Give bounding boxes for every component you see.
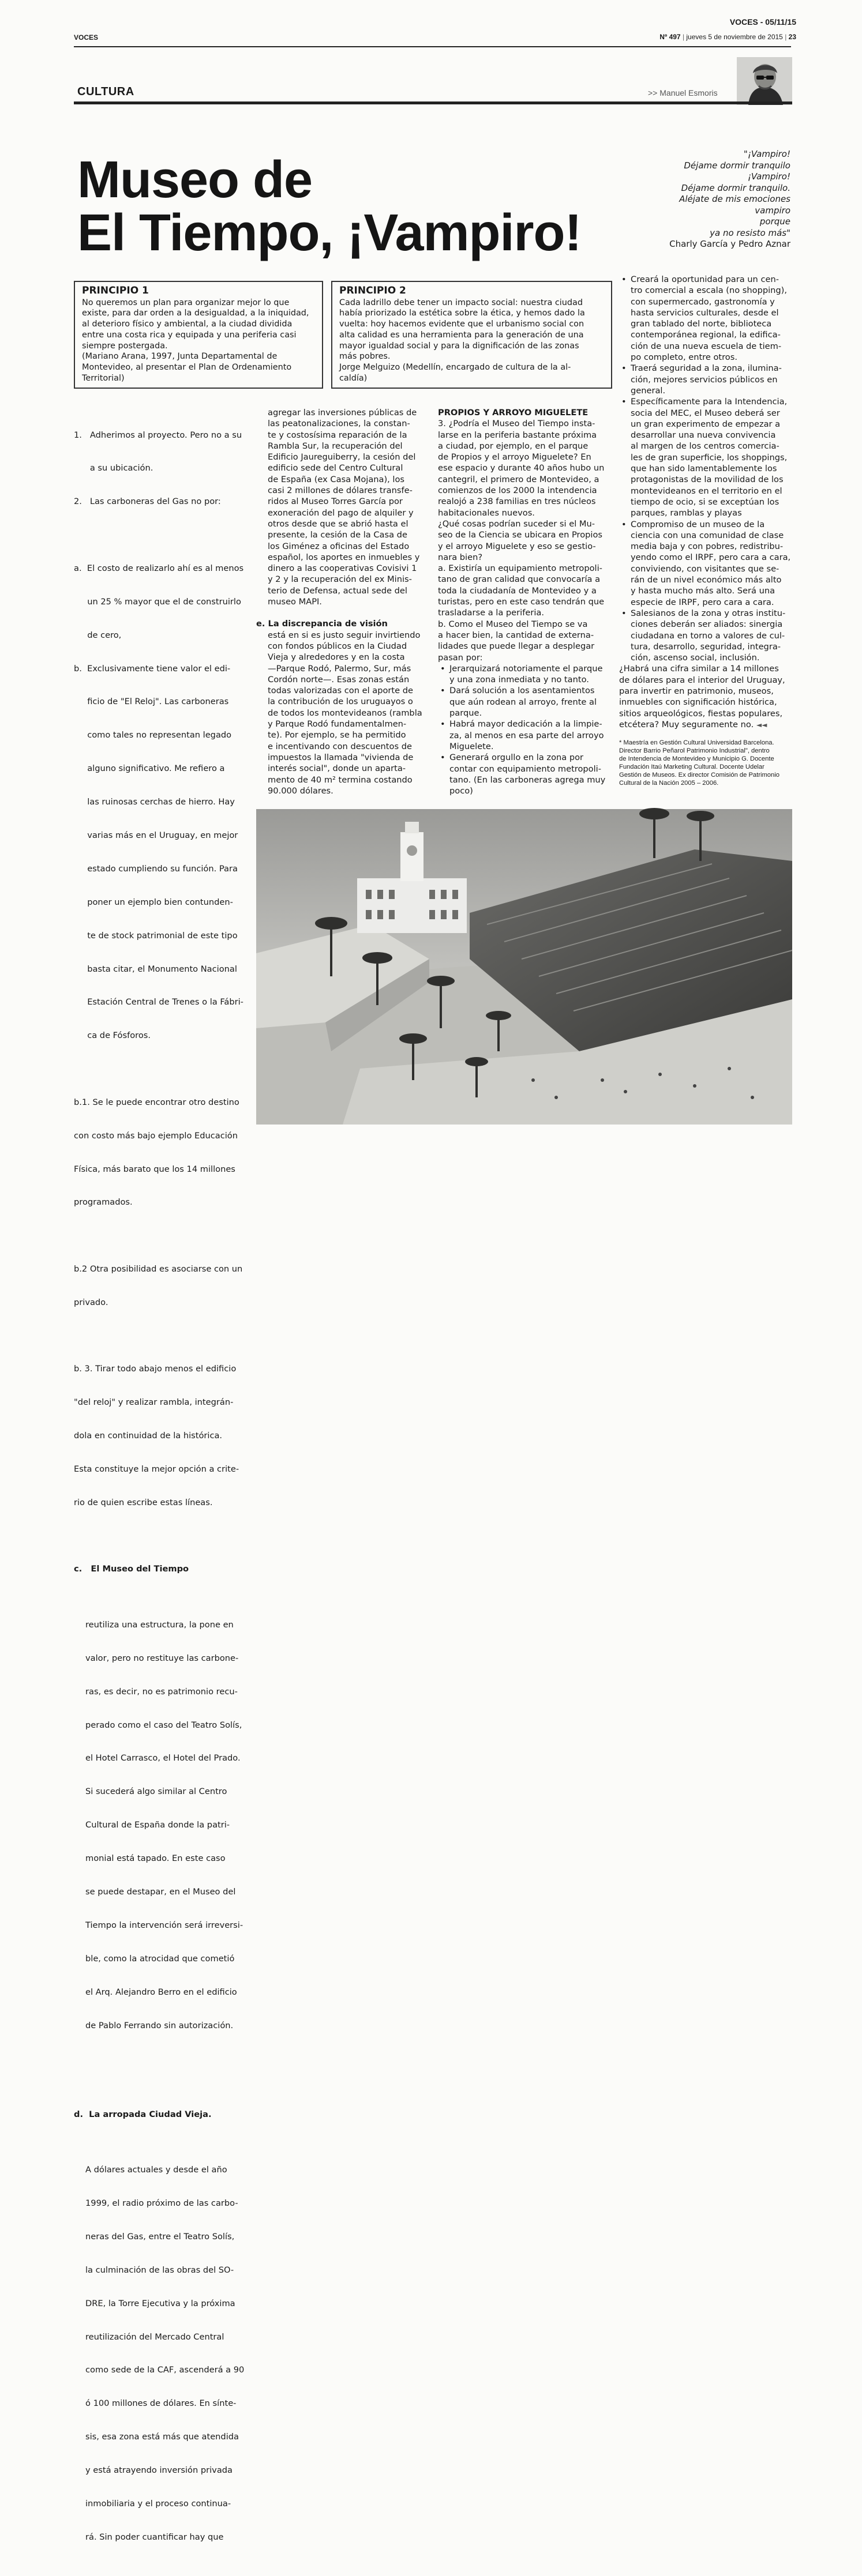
principio-2-title: PRINCIPIO 2	[339, 285, 406, 296]
principio-1-box	[74, 281, 323, 389]
text-line: programados.	[74, 1197, 133, 1208]
headline-line-1: Museo de	[77, 151, 313, 209]
text-line: de España (ex Casa Mojana), los	[268, 474, 405, 484]
text-line: y Parque Rodó fundamentalmen-	[268, 719, 407, 729]
epigraph-line: Déjame dormir tranquilo	[684, 160, 790, 171]
text-line: se puede destapar, en el Museo del	[85, 1887, 236, 1897]
text-line: ciones deberán ser aliados: sinergia	[631, 619, 783, 630]
text-line: Miguelete.	[449, 741, 494, 751]
text-line: media baja y con pobres, redistribu-	[631, 541, 784, 552]
text-line: • Generará orgullo en la zona por	[449, 753, 584, 763]
epigraph-line: "¡Vampiro!	[743, 149, 790, 159]
author-photo	[737, 57, 792, 105]
text-line: za, al menos en esa parte del arroyo	[449, 730, 604, 740]
text-line: b. Como el Museo del Tiempo se va	[438, 619, 588, 629]
epigraph-line: ¡Vampiro!	[747, 171, 790, 182]
text-line: las peatonalizaciones, la constan-	[268, 419, 410, 429]
text-line: lidades que puede llegar a desplegar	[438, 641, 595, 652]
text-line: ble, como la atrocidad que cometió	[85, 1953, 235, 1964]
text-line: e incentivando con descuentos de	[268, 741, 412, 751]
text-line: Jorge Melguizo (Medellín, encargado de cultura de la al-	[339, 362, 571, 372]
text-line: tano. (En las carboneras agrega muy	[449, 774, 606, 785]
epigraph-author: Charly García y Pedro Aznar	[669, 239, 790, 249]
text-line: pasan por:	[438, 652, 483, 663]
epigraph-line: porque	[759, 216, 790, 227]
text-line: perado como el caso del Teatro Solís,	[85, 1720, 242, 1730]
text-line: A dólares actuales y desde el año	[85, 2165, 227, 2175]
text-line: Edificio Jaureguiberry, la cesión del	[268, 452, 416, 462]
text-line: exoneración del pago de alquiler y	[268, 507, 414, 518]
text-line: ción de una nueva escuela de tiem-	[631, 341, 782, 351]
text-line: al deterioro físico y ambiental, a la ciudad dividida	[82, 319, 293, 329]
text-line: • Habrá mayor dedicación a la limpie-	[449, 719, 602, 729]
bullet-item	[438, 685, 611, 719]
header-rule	[74, 46, 791, 47]
bullet-item	[619, 519, 796, 608]
text-line: Cordón norte—. Esas zonas están	[268, 674, 410, 685]
text-line: alguno significativo. Me refiero a	[74, 764, 225, 774]
text-line: b.2 Otra posibilidad es asociarse con un	[74, 1263, 243, 1274]
text-line: las ruinosas cerchas de hierro. Hay	[74, 797, 235, 807]
bullet-item	[438, 752, 611, 796]
footnote-line: Fundación Itaú Marketing Cultural. Docente Udelar	[619, 764, 764, 771]
museum-rendering-photo	[256, 809, 792, 1125]
text-line: etcétera? Muy seguramente no.	[619, 719, 754, 729]
text-line: estado cumpliendo su función. Para	[74, 863, 238, 874]
text-line: agregar las inversiones públicas de	[268, 408, 417, 418]
text-line: Rambla Sur, la recuperación del	[268, 441, 403, 451]
text-line: Esta constituye la mejor opción a crite-	[74, 1464, 239, 1475]
epigraph-line: ya no resisto más"	[710, 227, 790, 238]
text-line: • Jerarquizará notoriamente el parque	[449, 663, 603, 674]
text-line: ciencia con una comunidad de clase	[631, 530, 784, 540]
author-footnote	[619, 739, 796, 787]
text-line: 2. Las carboneras del Gas no por:	[74, 497, 221, 507]
text-line: Montevideo, al presentar el Plan de Ordenamiento	[82, 362, 292, 372]
text-line: • Traerá seguridad a la zona, ilumina-	[631, 363, 782, 374]
text-line: nara bien?	[438, 552, 483, 562]
text-line: Física, más barato que los 14 millones	[74, 1164, 235, 1174]
text-line: ó 100 millones de dólares. En sínte-	[85, 2398, 237, 2409]
text-line: interés social", donde un aparta-	[268, 764, 406, 774]
text-line: a su ubicación.	[74, 463, 153, 473]
text-line: mento de 40 m² termina costando	[268, 774, 413, 785]
text-line: con fondos públicos en la Ciudad	[268, 641, 407, 651]
text-line: les de gran superficie, los shoppings,	[631, 452, 788, 462]
text-line: valor, pero no restituye las carbone-	[85, 1653, 239, 1663]
column-4	[619, 274, 796, 787]
text-line: al margen de los centros comercia-	[631, 441, 779, 452]
text-line: protagonistas de la movilidad de los	[631, 475, 784, 485]
subhead-propios: PROPIOS Y ARROYO MIGUELETE	[438, 408, 589, 418]
text-line: 1. Adherimos al proyecto. Pero no a su	[74, 430, 242, 440]
text-line: inmobiliaria y el proceso continua-	[85, 2499, 231, 2509]
header-logo: VOCES	[74, 33, 99, 42]
text-line: la contribución de los uruguayos o	[268, 697, 413, 707]
column-3	[438, 407, 611, 796]
text-line: Si sucederá algo similar al Centro	[85, 1787, 227, 1797]
text-line: con supermercado, gastronomía y	[631, 296, 775, 307]
text-line: b.1. Se le puede encontrar otro destino	[74, 1097, 239, 1107]
text-line: ficio de "El Reloj". Las carboneras	[74, 697, 229, 707]
text-line: 3. ¿Podría el Museo del Tiempo insta-	[438, 419, 595, 429]
text-line: neras del Gas, entre el Teatro Solís,	[85, 2231, 235, 2242]
page-number: 23	[788, 33, 796, 41]
text-line: y una zona inmediata y no tanto.	[449, 675, 589, 685]
epigraph-line: Déjame dormir tranquilo.	[681, 182, 790, 193]
text-line: Estación Central de Trenes o la Fábri-	[74, 997, 243, 1007]
text-line: tura, desarrollo, seguridad, integra-	[631, 641, 781, 652]
bullet-item	[438, 719, 611, 752]
subhead-c: c. El Museo del Tiempo	[74, 1564, 189, 1574]
text-line: y está atrayendo inversión privada	[85, 2465, 233, 2476]
text-line: español, los aportes en inmuebles y	[268, 552, 420, 562]
text-line: DRE, la Torre Ejecutiva y la próxima	[85, 2298, 235, 2308]
text-line: había priorizado la estética sobre la ética, y hemos dado la	[339, 309, 585, 318]
section-rule	[74, 101, 792, 104]
bullet-item	[619, 608, 796, 663]
issue-date: jueves 5 de noviembre de 2015	[686, 33, 783, 41]
header-issue-line: Nº 497 | jueves 5 de noviembre de 2015 | 23	[659, 33, 796, 41]
text-line: inmuebles con significación histórica,	[619, 697, 777, 708]
text-line: larse en la periferia bastante próxima	[438, 430, 597, 440]
text-line: tano de gran calidad que convocaría a	[438, 574, 601, 585]
text-line: 1999, el radio próximo de las carbo-	[85, 2198, 238, 2209]
footnote-line: * Maestría en Gestión Cultural Universidad Barcelona.	[619, 739, 774, 747]
text-line: comienzos de los 2000 la intendencia	[438, 486, 597, 496]
header-date-line: VOCES - 05/11/15	[729, 17, 796, 27]
text-line: rá. Sin poder cuantificar hay que	[85, 2532, 224, 2542]
text-line: a. El costo de realizarlo ahí es al menos	[74, 563, 244, 573]
text-line: ese espacio y durante 40 años hubo un	[438, 463, 605, 473]
text-line: general.	[631, 385, 666, 396]
text-line: privado.	[74, 1297, 108, 1307]
text-line: sis, esa zona está más que atendida	[85, 2432, 239, 2442]
footnote-line: Cultural de la Nación 2005 – 2006.	[619, 780, 719, 787]
text-line: de Propios y el arroyo Miguelete? En	[438, 452, 591, 462]
text-line: hasta servicios culturales, desde el	[631, 307, 779, 318]
text-line: como tales no representan legado	[74, 730, 232, 740]
text-line: vuelta: hoy hacemos evidente que el urbanismo social con	[339, 319, 584, 329]
text-line: con costo más bajo ejemplo Educación	[74, 1130, 238, 1141]
text-line: y hasta mucho más alto. Será una	[631, 586, 775, 596]
text-line: yendo como el IRPF, pero cara a cara,	[631, 552, 791, 563]
text-line: Tiempo la intervención será irreversi-	[85, 1920, 243, 1930]
text-line: a hacer bien, la cantidad de externa-	[438, 630, 594, 640]
text-line: realojó a 238 familias en tres núcleos	[438, 497, 596, 507]
text-line: parques, ramblas y playas	[631, 508, 742, 518]
text-line: otros desde que se abrió hasta el	[268, 518, 408, 529]
text-line: tro comercial a escala (no shopping),	[631, 285, 787, 296]
footnote-line: de Intendencia de Montevideo y Municipio G. Docente	[619, 755, 774, 763]
text-line: dola en continuidad de la histórica.	[74, 1431, 223, 1441]
text-line: cantegril, el primero de Montevideo, a	[438, 474, 599, 484]
text-line: —Parque Rodó, Palermo, Sur, más	[268, 663, 411, 674]
text-line: monial está tapado. En este caso	[85, 1853, 226, 1864]
text-line: más pobres.	[339, 352, 391, 362]
text-line: poco)	[449, 786, 473, 796]
epigraph-line: vampiro	[755, 205, 790, 216]
text-line: de cero,	[74, 630, 122, 640]
issue-number: Nº 497	[659, 33, 681, 41]
text-line: contar con equipamiento metropoli-	[449, 764, 601, 774]
text-line: casi 2 millones de dólares transfe-	[268, 486, 413, 496]
text-line: la culminación de las obras del SO-	[85, 2265, 234, 2275]
text-line: montevideanos en el territorio en el	[631, 486, 782, 496]
text-line: trasladarse a la periferia.	[438, 608, 544, 618]
text-line: que aún rodean al arroyo, frente al	[449, 697, 597, 707]
text-line: un 25 % mayor que el de construirlo	[74, 596, 241, 607]
text-line: está en si es justo seguir invirtiendo	[268, 630, 421, 640]
text-line: parque.	[449, 708, 482, 719]
text-line	[619, 719, 796, 731]
text-line: de dólares para el interior del Uruguay,	[619, 675, 785, 685]
text-line: presente, la cesión de la Casa de	[268, 530, 407, 540]
text-line: Territorial)	[82, 373, 125, 383]
text-line: que han sido lamentablemente los	[631, 464, 777, 474]
text-line: reutiliza una estructura, la pone en	[85, 1619, 234, 1630]
text-line: rán de un nivel económico más alto	[631, 575, 782, 585]
text-line: impuestos la llamada "vivienda de	[268, 752, 414, 762]
text-line: desarrollar una nueva convivencia	[631, 430, 776, 441]
text-line: siempre postergada.	[82, 341, 168, 351]
museum-rendering-image	[256, 809, 792, 1125]
text-line: conviviendo, con visitantes que se-	[631, 563, 779, 574]
text-line: poner un ejemplo bien contunden-	[74, 897, 233, 907]
text-line: Cultural de España donde la patri-	[85, 1820, 230, 1830]
section-name: CULTURA	[77, 85, 134, 98]
principio-1-title: PRINCIPIO 1	[82, 285, 149, 296]
text-line: varias más en el Uruguay, en mejor	[74, 830, 238, 840]
text-line: caldía)	[339, 373, 368, 383]
text-line: ¿Habrá una cifra similar a 14 millones	[619, 664, 779, 674]
text-line: reutilización del Mercado Central	[85, 2331, 224, 2342]
text-line: • Salesianos de la zona y otras institu-	[631, 608, 786, 618]
text-line: habitacionales nuevos.	[438, 507, 535, 518]
text-line: a ciudad, por ejemplo, en el parque	[438, 441, 589, 451]
text-line: 90.000 dólares.	[268, 785, 333, 796]
text-line: entre una costa rica y equipada y una periferia casi	[82, 330, 297, 340]
column-1	[74, 407, 247, 2576]
text-line: edificio sede del Centro Cultural	[268, 463, 403, 473]
text-line: para invertir en patrimonio, museos,	[619, 686, 774, 696]
text-line: museo MAPI.	[268, 597, 322, 607]
headline	[77, 153, 625, 260]
bullet-item	[438, 663, 611, 686]
text-line: los Giménez a oficinas del Estado	[268, 541, 410, 551]
text-line: Vieja y alrededores y en la costa	[268, 652, 405, 663]
text-line: "del reloj" y realizar rambla, integrán-	[74, 1397, 234, 1408]
text-line: • Específicamente para la Intendencia,	[631, 397, 788, 407]
text-line: b. 3. Tirar todo abajo menos el edificio	[74, 1364, 237, 1374]
text-line: existe, para dar orden a la desigualdad, a la iniquidad,	[82, 309, 309, 318]
text-line: • Compromiso de un museo de la	[631, 519, 765, 529]
text-line: rio de quien escribe estas líneas.	[74, 1497, 213, 1507]
subhead-e: e. La discrepancia de visión	[256, 619, 388, 629]
footnote-line: Director Barrio Peñarol Patrimonio Industrial", dentro	[619, 747, 770, 755]
text-line: turistas, pero en este caso tendrán que	[438, 597, 605, 607]
headline-line-2: El Tiempo, ¡Vampiro!	[77, 204, 582, 262]
text-line: toda la ciudadanía de Montevideo y a	[438, 585, 597, 596]
bullet-item	[619, 274, 796, 363]
author-byline: >> Manuel Esmoris	[648, 88, 718, 97]
text-line: ción, mejores servicios públicos en	[631, 374, 778, 385]
text-line: dinero a las cooperativas Covisivi 1	[268, 563, 417, 574]
text-line: • Dará solución a los asentamientos	[449, 686, 595, 696]
text-line: alta calidad es una herramienta para la generación de una	[339, 330, 584, 340]
text-line: el Arq. Alejandro Berro en el edificio	[85, 1987, 237, 1997]
text-line: ción, ascenso social, inclusión.	[631, 653, 760, 663]
text-line: ras, es decir, no es patrimonio recu-	[85, 1686, 238, 1697]
text-line: especie de IRPF, pero cara a cara.	[631, 597, 774, 607]
text-line: todas valorizadas con el aporte de	[268, 686, 413, 696]
text-line: de todos los montevideanos (rambla	[268, 708, 422, 718]
text-line: po completo, entre otros.	[631, 352, 737, 363]
text-line: socia del MEC, el Museo deberá ser	[631, 408, 780, 418]
bullet-item	[619, 396, 796, 518]
text-line: No queremos un plan para organizar mejor lo que	[82, 298, 290, 307]
text-line: te y costosísima reparación de la	[268, 430, 407, 440]
text-line: • Creará la oportunidad para un cen-	[631, 274, 779, 284]
text-line: y 2 y la recuperación del ex Minis-	[268, 574, 412, 585]
text-line: como sede de la CAF, ascenderá a 90	[85, 2365, 245, 2375]
text-line: ridos al Museo Torres García por	[268, 497, 403, 507]
footnote-line: Gestión de Museos. Ex director Comisión de Patrimonio	[619, 772, 779, 779]
text-line: te de stock patrimonial de este tipo	[74, 930, 238, 941]
text-line: terio de Defensa, actual sede del	[268, 585, 407, 596]
text-line: gran tablado del norte, biblioteca	[631, 319, 772, 329]
text-line: ciudadana en torno a valores de cul-	[631, 630, 785, 641]
principio-2-box	[331, 281, 612, 389]
author-portrait-icon	[737, 57, 792, 105]
end-mark-icon: ◄◄	[756, 720, 767, 729]
column-2	[256, 407, 429, 796]
text-line: seo de la Ciencia se ubicara en Propios	[438, 530, 603, 540]
text-line: contemporánea regional, la edifica-	[631, 330, 781, 340]
epigraph	[617, 149, 790, 250]
text-line: basta citar, el Monumento Nacional	[74, 964, 237, 974]
epigraph-line: Aléjate de mis emociones	[679, 194, 790, 204]
text-line: tiempo de ocio, si se exceptúan los	[631, 497, 779, 507]
text-line: el Hotel Carrasco, el Hotel del Prado.	[85, 1753, 241, 1763]
text-line: Cada ladrillo debe tener un impacto social: nuestra ciudad	[339, 298, 583, 307]
text-line: y el arroyo Miguelete y eso se gestio-	[438, 541, 596, 551]
text-line: sitios arqueológicos, fiestas populares,	[619, 708, 783, 719]
text-line: de Pablo Ferrando sin autorización.	[85, 2020, 234, 2030]
bullet-item	[619, 363, 796, 396]
text-line: (Mariano Arana, 1997, Junta Departamental de	[82, 352, 278, 362]
text-line: te). Por ejemplo, se ha permitido	[268, 730, 406, 740]
text-line: b. Exclusivamente tiene valor el edi-	[74, 663, 231, 674]
subhead-d: d. La arropada Ciudad Vieja.	[74, 2109, 212, 2119]
text-line: a. Existiría un equipamiento metropoli-	[438, 563, 602, 574]
text-line: ¿Qué cosas podrían suceder si el Mu-	[438, 518, 595, 529]
text-line: un gran experimento de empezar a	[631, 419, 781, 429]
text-line: mayor igualdad social y para la dignificación de las zonas	[339, 341, 579, 351]
text-line: ca de Fósforos.	[74, 1031, 151, 1041]
